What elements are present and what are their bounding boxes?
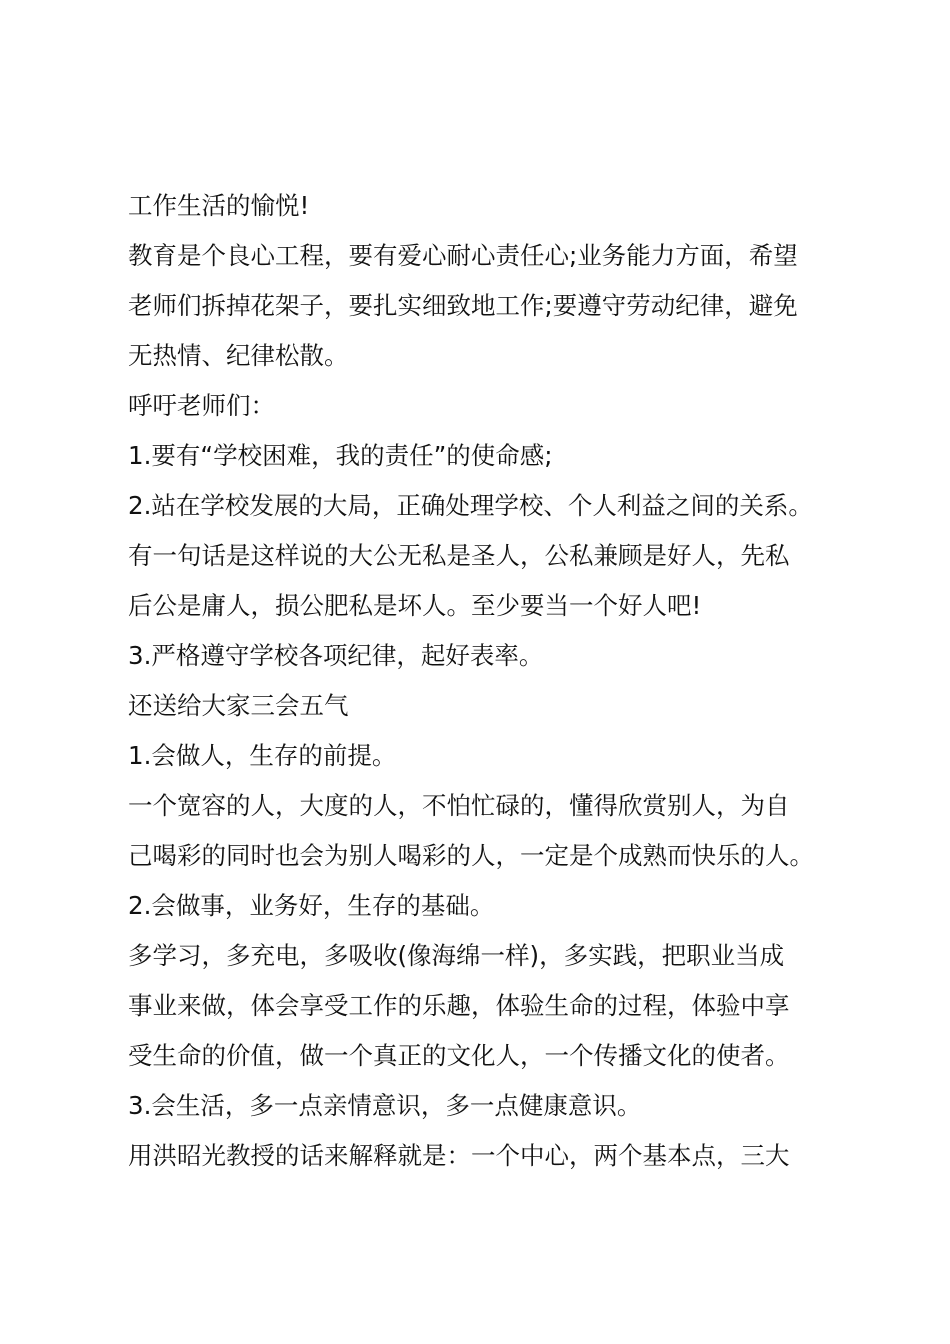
text-line-4: 无热情、纪律松散。: [128, 341, 349, 370]
text-line-14: 己喝彩的同时也会为别人喝彩的人，一定是个成熟而快乐的人。: [128, 841, 814, 870]
text-line-9: 后公是庸人，损公肥私是坏人。至少要当一个好人吧!: [128, 591, 702, 620]
text-line-18: 受生命的价值，做一个真正的文化人，一个传播文化的使者。: [128, 1041, 790, 1070]
text-line-16: 多学习，多充电，多吸收(像海绵一样)，多实践，把职业当成: [128, 941, 785, 970]
text-line-7: 2.站在学校发展的大局，正确处理学校、个人利益之间的关系。: [128, 491, 813, 520]
text-line-5: 呼吁老师们：: [128, 391, 275, 420]
text-line-15: 2.会做事，业务好，生存的基础。: [128, 891, 495, 920]
text-line-10: 3.严格遵守学校各项纪律，起好表率。: [128, 641, 544, 670]
text-line-17: 事业来做，体会享受工作的乐趣，体验生命的过程，体验中享: [128, 991, 790, 1020]
text-line-8: 有一句话是这样说的大公无私是圣人，公私兼顾是好人，先私: [128, 541, 790, 570]
text-line-2: 教育是个良心工程，要有爱心耐心责任心;业务能力方面，希望: [128, 241, 798, 270]
text-line-13: 一个宽容的人，大度的人，不怕忙碌的，懂得欣赏别人，为自: [128, 791, 790, 820]
text-line-6: 1.要有“学校困难，我的责任”的使命感;: [128, 441, 553, 470]
text-line-12: 1.会做人，生存的前提。: [128, 741, 397, 770]
text-line-1: 工作生活的愉悦!: [128, 191, 310, 220]
text-line-19: 3.会生活，多一点亲情意识，多一点健康意识。: [128, 1091, 642, 1120]
text-line-11: 还送给大家三会五气: [128, 691, 349, 720]
text-line-3: 老师们拆掉花架子，要扎实细致地工作;要遵守劳动纪律，避免: [128, 291, 798, 320]
text-line-20: 用洪昭光教授的话来解释就是：一个中心，两个基本点，三大: [128, 1141, 790, 1170]
document-body: [128, 181, 848, 1181]
